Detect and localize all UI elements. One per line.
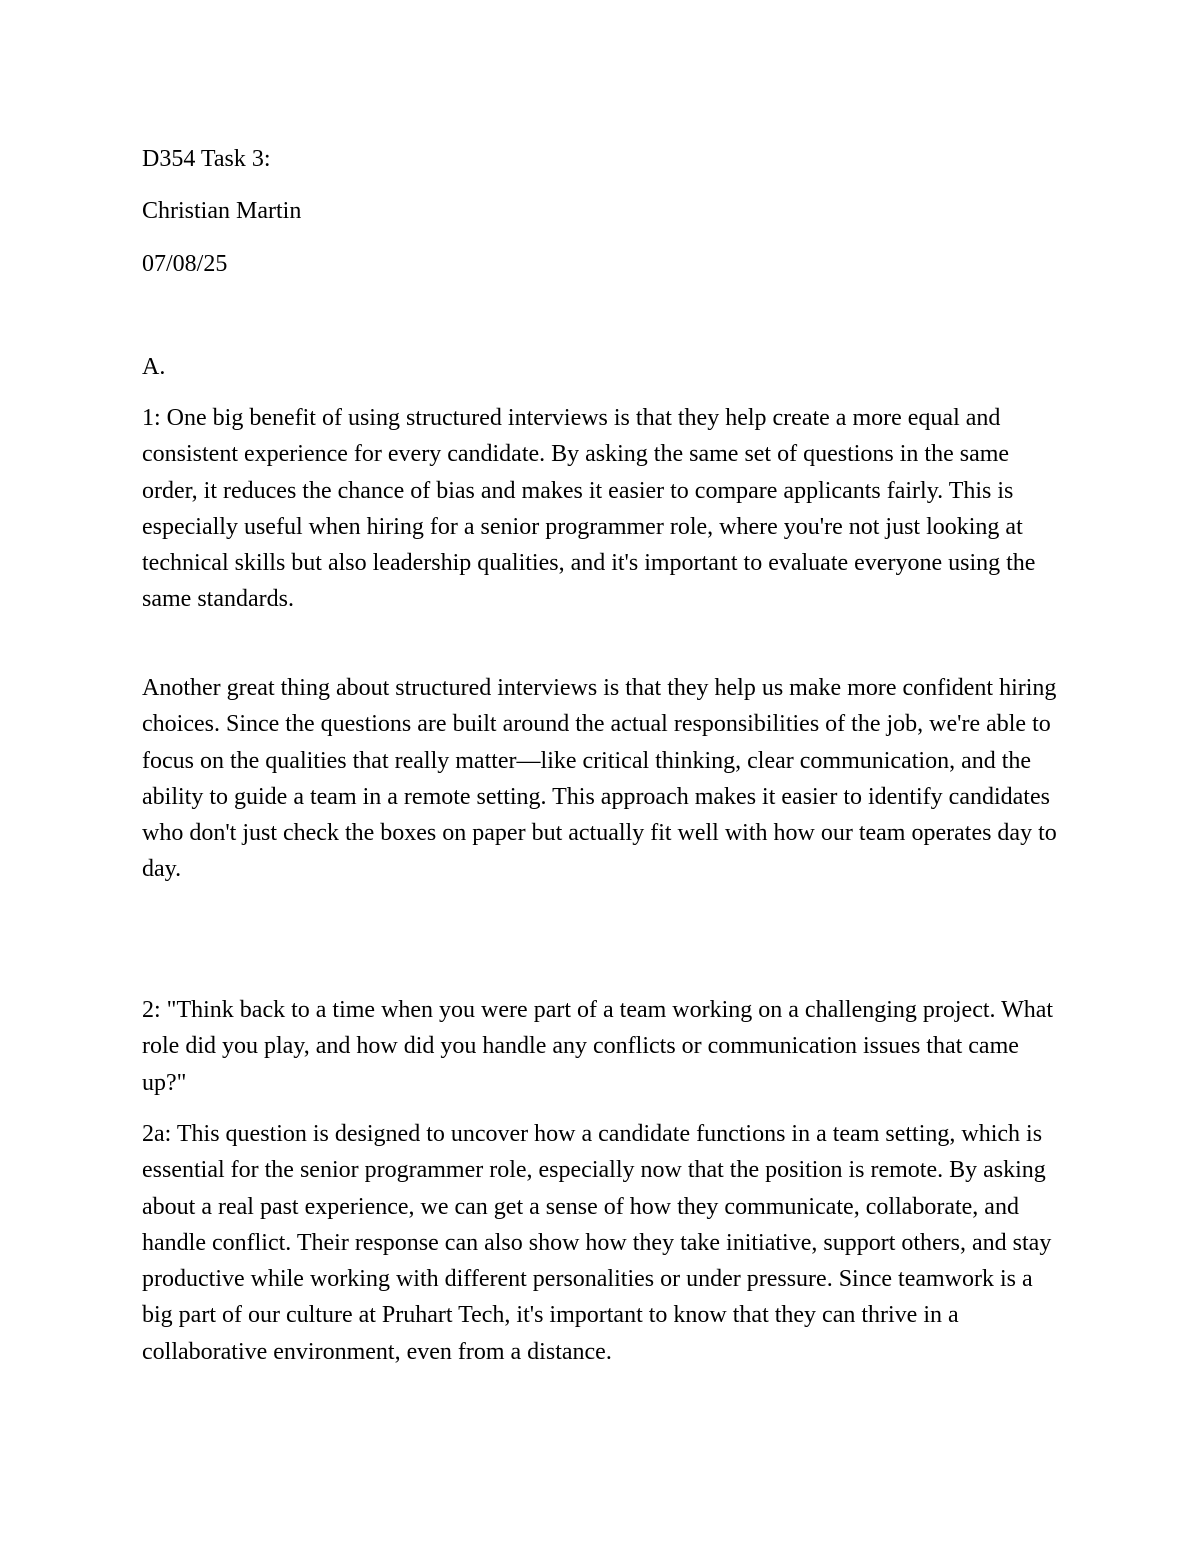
paragraph-structured-interview-benefit: 1: One big benefit of using structured interviews is that they help create a more equal and consistent experience for every candidate. By asking the same set of questions in the same order, it reduces the chance of bias and makes it easier to compare applicants fairly. This is especially useful when hiring for a senior programmer role, where you're not just looking at technical skills but also leadership qualities, and it's important to evaluate everyone using the same standards.	[142, 405, 1036, 613]
course-task-title: D354 Task 3:	[142, 146, 271, 172]
document-date: 07/08/25	[142, 251, 228, 277]
paragraph-question-rationale: 2a: This question is designed to uncover how a candidate functions in a team setting, which is essential for the senior programmer role, especially now that the position is remote. By asking about a real past experience, we can get a sense of how they communicate, collaborate, and handle conflict. Their response can also show how they take initiative, support others, and stay productive while working with different personalities or under pressure. Since teamwork is a big part of our culture at Pruhart Tech, it's important to know that they can thrive in a collaborative environment, even from a distance.	[142, 1121, 1052, 1365]
paragraph-confident-hiring: Another great thing about structured interviews is that they help us make more confident hiring choices. Since the questions are built around the actual responsibilities of the job, we're able to focus on the qualities that really matter—like critical thinking, clear communication, and the ability to guide a team in a remote setting. This approach makes it easier to identify candidates who don't just check the boxes on paper but actually fit well with how our team operates day to day.	[142, 675, 1057, 883]
section-a-heading: A.	[142, 354, 166, 380]
paragraph-interview-question: 2: "Think back to a time when you were part of a team working on a challenging project. What role did you play, and how did you handle any conflicts or communication issues that came up?"	[142, 997, 1054, 1096]
author-name: Christian Martin	[142, 198, 302, 224]
